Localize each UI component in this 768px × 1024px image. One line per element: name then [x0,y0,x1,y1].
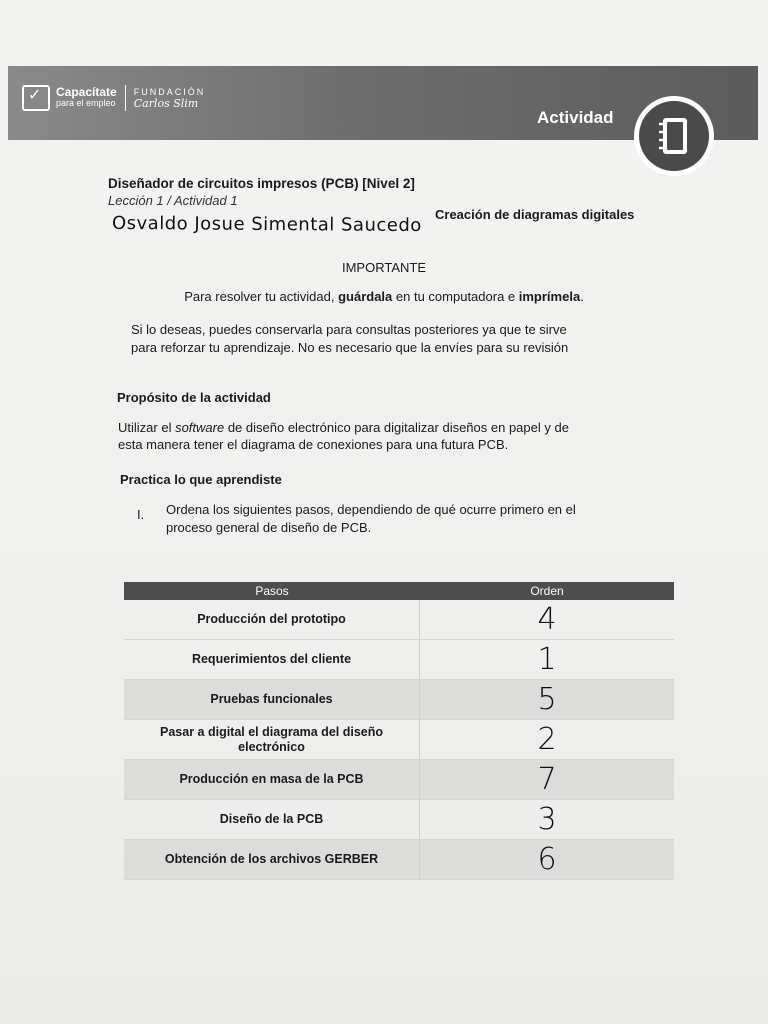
important-heading: IMPORTANTE [341,260,427,275]
order-cell-handwritten: 1 [537,642,557,677]
instruction-note-line2: para reforzar tu aprendizaje. No es necesario que la envíes para su revisión [131,340,569,355]
logo-sub-text: para el empleo [56,98,116,108]
activity-subject: Creación de diagramas digitales [435,207,635,222]
table-row [124,840,674,880]
purpose-line2: esta manera tener el diagrama de conexiones para una futura PCB. [118,437,509,452]
notebook-icon [655,114,693,158]
capacitate-logo [22,84,205,112]
header-steps: Pasos [255,584,289,598]
table-row [124,800,674,840]
course-title: Diseñador de circuitos impresos (PCB) [Nivel 2] [108,176,415,191]
logo-divider [125,85,126,111]
purpose-part: de diseño electrónico para digitalizar diseños en papel y de [224,420,569,435]
instruction-part: . [580,289,584,304]
step-cell: Requerimientos del cliente [124,640,420,679]
question-line2: proceso general de diseño de PCB. [166,520,372,535]
activity-label: Actividad [537,108,614,127]
instruction-part: Para resolver tu actividad, [184,289,339,304]
foundation-label: FUNDACIÓN [133,87,206,97]
steps-order-table [124,582,674,877]
logo-main-text: Capacítate [56,85,117,99]
purpose-part: Utilizar el [118,420,176,435]
checklist-icon [22,85,50,111]
question-line1: Ordena los siguientes pasos, dependiendo de qué ocurre primero en el [166,502,576,517]
step-cell: Producción en masa de la PCB [124,760,420,799]
table-row [124,600,674,640]
order-cell-handwritten: 6 [537,842,557,877]
question-number: I. [137,507,145,522]
activity-badge [634,96,714,176]
instruction-bold-print: imprímela [518,289,581,304]
header-order: Orden [530,584,564,598]
instruction-line [0,289,768,304]
purpose-italic-software: software [175,420,225,435]
table-row [124,720,674,760]
purpose-heading: Propósito de la actividad [117,390,271,405]
step-cell: Obtención de los archivos GERBER [124,840,420,879]
instruction-note [131,321,568,357]
order-cell-handwritten: 3 [537,802,557,837]
instruction-note-line1: Si lo deseas, puedes conservarla para consultas posteriores ya que te sirve [131,322,567,337]
purpose-paragraph [118,419,569,453]
step-cell: Diseño de la PCB [124,800,420,839]
order-cell-handwritten: 7 [537,762,557,797]
foundation-signature: Carlos Slim [133,97,199,110]
table-row [124,640,674,680]
order-cell-handwritten: 5 [537,682,557,717]
table-row [124,760,674,800]
step-cell: Producción del prototipo [124,600,420,639]
order-cell-handwritten: 4 [537,602,557,637]
step-cell: Pasar a digital el diagrama del diseño electrónico [124,720,420,759]
question-text [166,501,576,537]
practice-heading: Practica lo que aprendiste [120,472,282,487]
instruction-part: en tu computadora e [392,289,519,304]
instruction-bold-save: guárdala [338,289,393,304]
student-name-handwritten: Osvaldo Josue Simental Saucedo [111,212,422,237]
lesson-label: Lección 1 / Actividad 1 [108,193,238,208]
table-row [124,680,674,720]
step-cell: Pruebas funcionales [124,680,420,719]
table-header [124,582,674,600]
order-cell-handwritten: 2 [537,722,557,757]
